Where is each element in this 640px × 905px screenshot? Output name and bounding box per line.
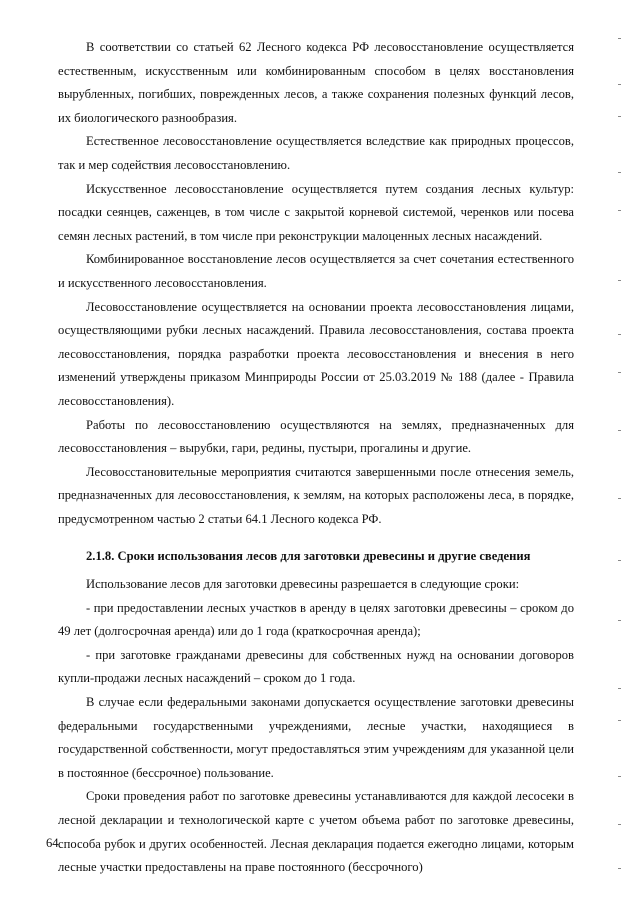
paragraph: В случае если федеральными законами допускается осуществление заготовки древесины федеральными государственными учреждениями, лесные участки, находящиеся в государственной собственности, могут предоставляться этим учреждениям для указанной цели в постоянное (бессрочное) пользование. (58, 695, 574, 780)
paragraph: Лесовосстановление осуществляется на основании проекта лесовосстановления лицами, осуществляющими рубки лесных насаждений. Правила лесовосстановления, состава проекта лесовосстановления, порядка разработки проекта лесовосстановления и внесения в него изменений утверждены приказом Минприроды России от 25.03.2019 № 188 (далее - Правила лесовосстановления). (58, 299, 574, 408)
scan-edge-marks (618, 20, 632, 880)
paragraph: Искусственное лесовосстановление осуществляется путем создания лесных культур: посадки сеянцев, саженцев, в том числе с закрытой корневой системой, черенков или посева семян лесных растений, в том числе при реконструкции малоценных лесных насаждений. (58, 181, 574, 243)
page-number: 64 (46, 836, 59, 850)
paragraph: Работы по лесовосстановлению осуществляются на землях, предназначенных для лесовосстановления – вырубки, гари, редины, пустыри, прогалины и другие. (58, 417, 574, 456)
list-item: - при предоставлении лесных участков в аренду в целях заготовки древесины – сроком до 49 лет (долгосрочная аренда) или до 1 года (краткосрочная аренда); (58, 600, 574, 639)
paragraph: Сроки проведения работ по заготовке древесины устанавливаются для каждой лесосеки в лесной декларации и технологической карте с учетом объема работ по заготовке древесины, способа рубок и других особенностей. Лесная декларация подается ежегодно лицами, которым лесные участки предоставлены на праве постоянного (бессрочного) (58, 789, 574, 875)
body-text (58, 36, 574, 880)
paragraph: Естественное лесовосстановление осуществляется вследствие как природных процессов, так и мер содействия лесовосстановлению. (58, 134, 574, 172)
paragraph: Лесовосстановительные мероприятия считаются завершенными после отнесения земель, предназначенных для лесовосстановления, к землям, на которых расположены леса, в порядке, предусмотренном частью 2 статьи 64.1 Лесного кодекса РФ. (58, 464, 574, 526)
paragraph: Использование лесов для заготовки древесины разрешается в следующие сроки: (86, 577, 520, 592)
section-heading: 2.1.8. Сроки использования лесов для заготовки древесины и другие сведения (86, 549, 531, 564)
paragraph: Комбинированное восстановление лесов осуществляется за счет сочетания естественного и искусственного лесовосстановления. (58, 252, 574, 290)
list-item: - при заготовке гражданами древесины для собственных нужд на основании договоров купли-продажи лесных насаждений – сроком до 1 года. (58, 647, 574, 686)
paragraph: В соответствии со статьей 62 Лесного кодекса РФ лесовосстановление осуществляется естественным, искусственным или комбинированным способом в целях восстановления вырубленных, погибших, поврежденных лесов, а также сохранения полезных функций лесов, их биологического разнообразия. (58, 40, 574, 125)
